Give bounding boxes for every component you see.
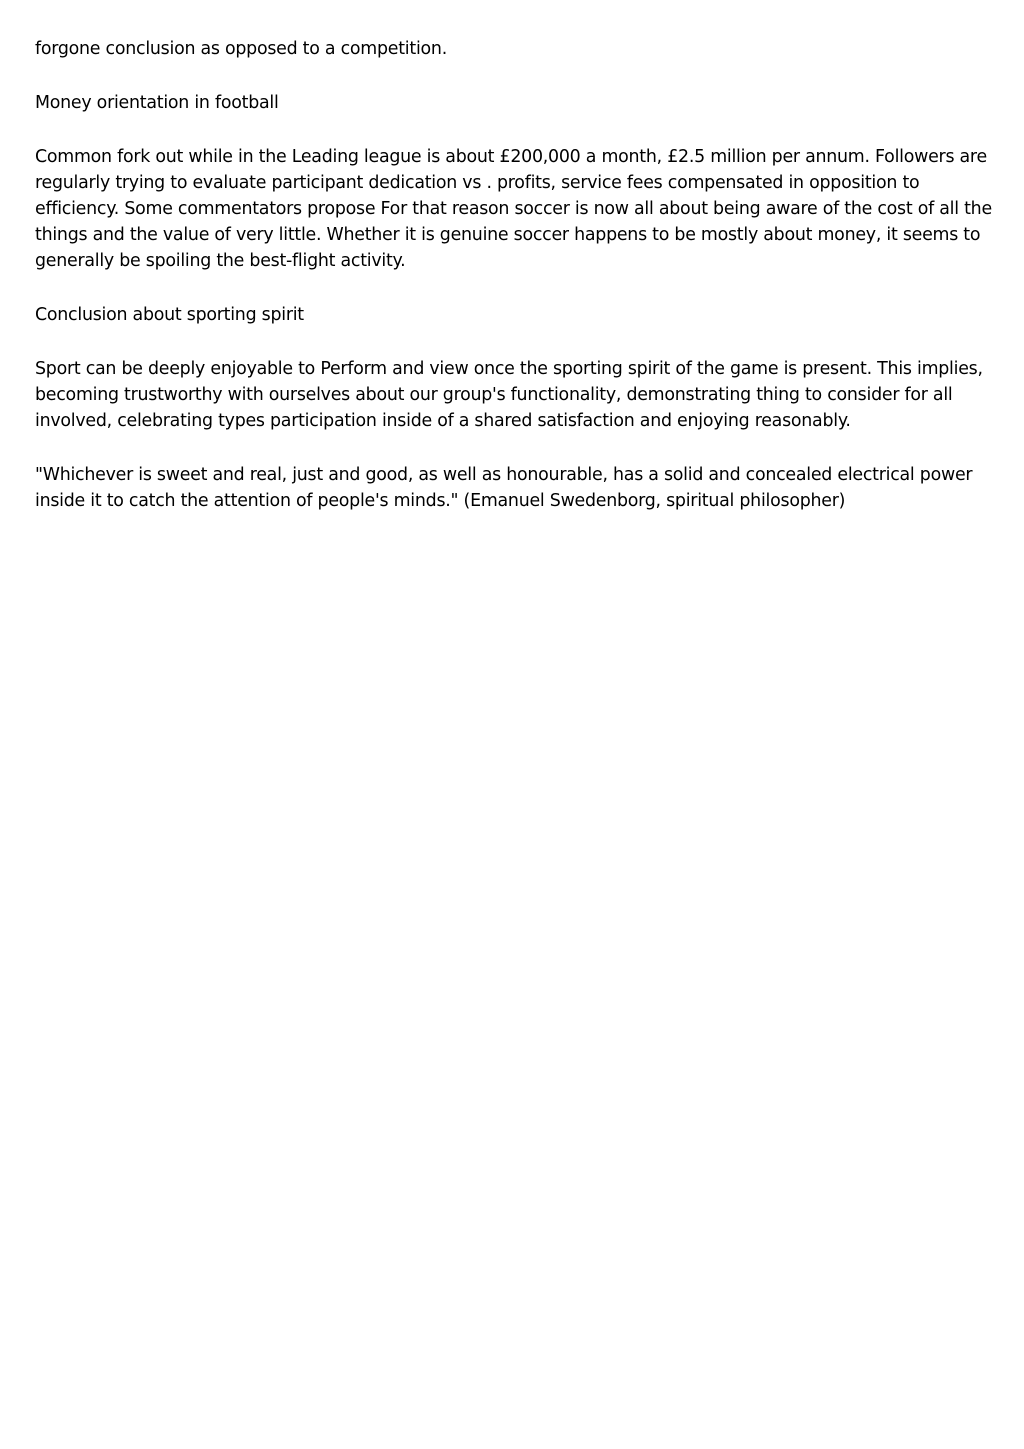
section-heading-sporting-spirit: Conclusion about sporting spirit bbox=[35, 305, 304, 325]
quote-paragraph: "Whichever is sweet and real, just and good, as well as honourable, has a solid and concealed electrical power inside it to catch the attention of people's minds." (Emanuel Swedenborg, spiritual philosopher) bbox=[35, 465, 973, 511]
paragraph-sporting-spirit: Sport can be deeply enjoyable to Perform and view once the sporting spirit of the game is present. This implies, becoming trustworthy with ourselves about our group's functionality, demonstrating thing to consider for all involved, celebrating types participation inside of a shared satisfaction and enjoying reasonably. bbox=[35, 359, 983, 431]
paragraph-continuation: forgone conclusion as opposed to a competition. bbox=[35, 39, 447, 59]
paragraph-money-orientation: Common fork out while in the Leading league is about £200,000 a month, £2.5 million per annum. Followers are regularly trying to evaluate participant dedication vs . profits, service fees compensated in opposition to efficiency. Some commentators propose For that reason soccer is now all about being aware of the cost of all the things and the value of very little. Whether it is genuine soccer happens to be mostly about money, it seems to generally be spoiling the best-flight activity. bbox=[35, 147, 992, 271]
document-body bbox=[35, 36, 995, 542]
section-heading-money-orientation: Money orientation in football bbox=[35, 93, 279, 113]
